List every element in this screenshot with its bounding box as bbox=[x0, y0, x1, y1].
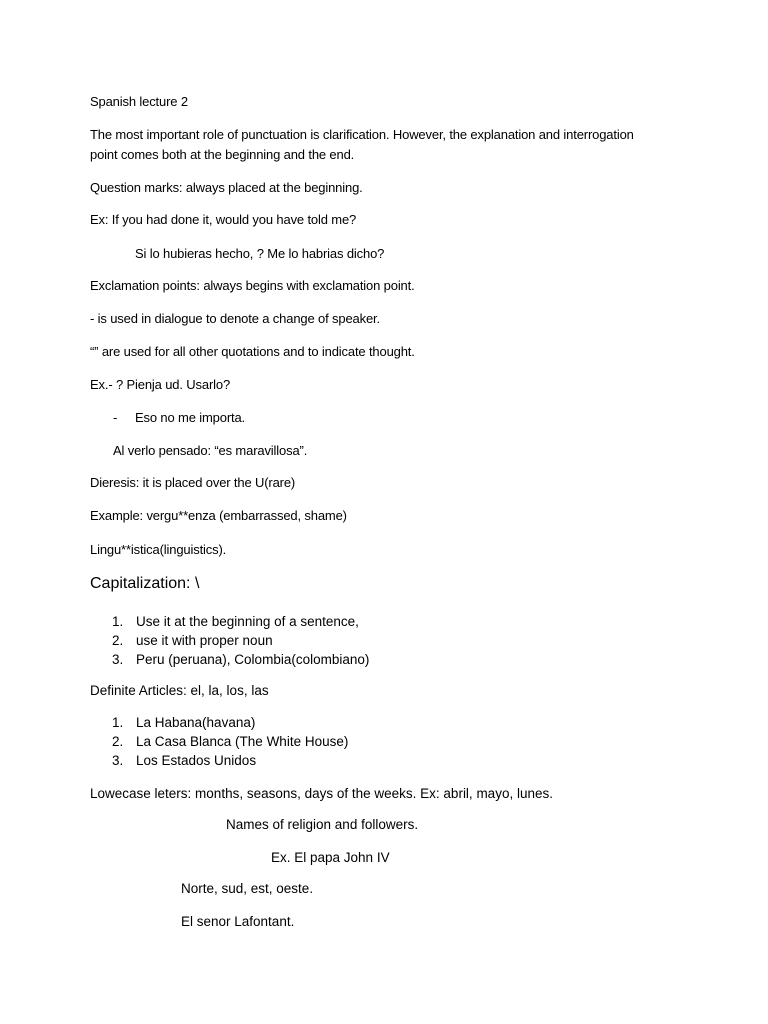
list-number: 1. bbox=[112, 614, 124, 629]
list-number: 3. bbox=[112, 753, 124, 768]
paragraph: “” are used for all other quotations and to indicate thought. bbox=[90, 344, 415, 359]
paragraph: Norte, sud, est, oeste. bbox=[181, 881, 314, 896]
paragraph: Example: vergu**enza (embarrassed, shame) bbox=[90, 508, 347, 523]
paragraph: Names of religion and followers. bbox=[226, 817, 419, 832]
paragraph-line: point comes both at the beginning and the end. bbox=[90, 147, 355, 162]
list-item: use it with proper noun bbox=[136, 633, 273, 648]
paragraph: Ex: If you had done it, would you have told me? bbox=[90, 212, 357, 227]
section-heading: Capitalization: \ bbox=[90, 575, 200, 592]
paragraph: Lingu**istica(linguistics). bbox=[90, 542, 227, 557]
paragraph: Question marks: always placed at the beginning. bbox=[90, 180, 363, 195]
paragraph: Ex. El papa John IV bbox=[271, 850, 390, 865]
dash-bullet: - bbox=[113, 410, 118, 425]
paragraph: Al verlo pensado: “es maravillosa”. bbox=[113, 443, 308, 458]
paragraph-line: The most important role of punctuation is clarification. However, the explanation and interrogation bbox=[90, 127, 634, 142]
list-item: Peru (peruana), Colombia(colombiano) bbox=[136, 652, 370, 667]
paragraph: - is used in dialogue to denote a change of speaker. bbox=[90, 311, 380, 326]
list-number: 2. bbox=[112, 734, 124, 749]
list-number: 1. bbox=[112, 715, 124, 730]
list-number: 3. bbox=[112, 652, 124, 667]
document-title: Spanish lecture 2 bbox=[90, 94, 188, 109]
list-item: La Casa Blanca (The White House) bbox=[136, 734, 349, 749]
list-number: 2. bbox=[112, 633, 124, 648]
list-item: La Habana(havana) bbox=[136, 715, 256, 730]
paragraph: Exclamation points: always begins with exclamation point. bbox=[90, 278, 415, 293]
list-item: Los Estados Unidos bbox=[136, 753, 257, 768]
paragraph: El senor Lafontant. bbox=[181, 914, 295, 929]
list-item: Use it at the beginning of a sentence, bbox=[136, 614, 359, 629]
paragraph: Eso no me importa. bbox=[135, 410, 246, 425]
paragraph: Ex.- ? Pienja ud. Usarlo? bbox=[90, 377, 231, 392]
paragraph: Lowecase leters: months, seasons, days of the weeks. Ex: abril, mayo, lunes. bbox=[90, 786, 553, 801]
paragraph: Definite Articles: el, la, los, las bbox=[90, 683, 269, 698]
paragraph: Dieresis: it is placed over the U(rare) bbox=[90, 475, 296, 490]
paragraph: Si lo hubieras hecho, ? Me lo habrias dicho? bbox=[135, 246, 385, 261]
